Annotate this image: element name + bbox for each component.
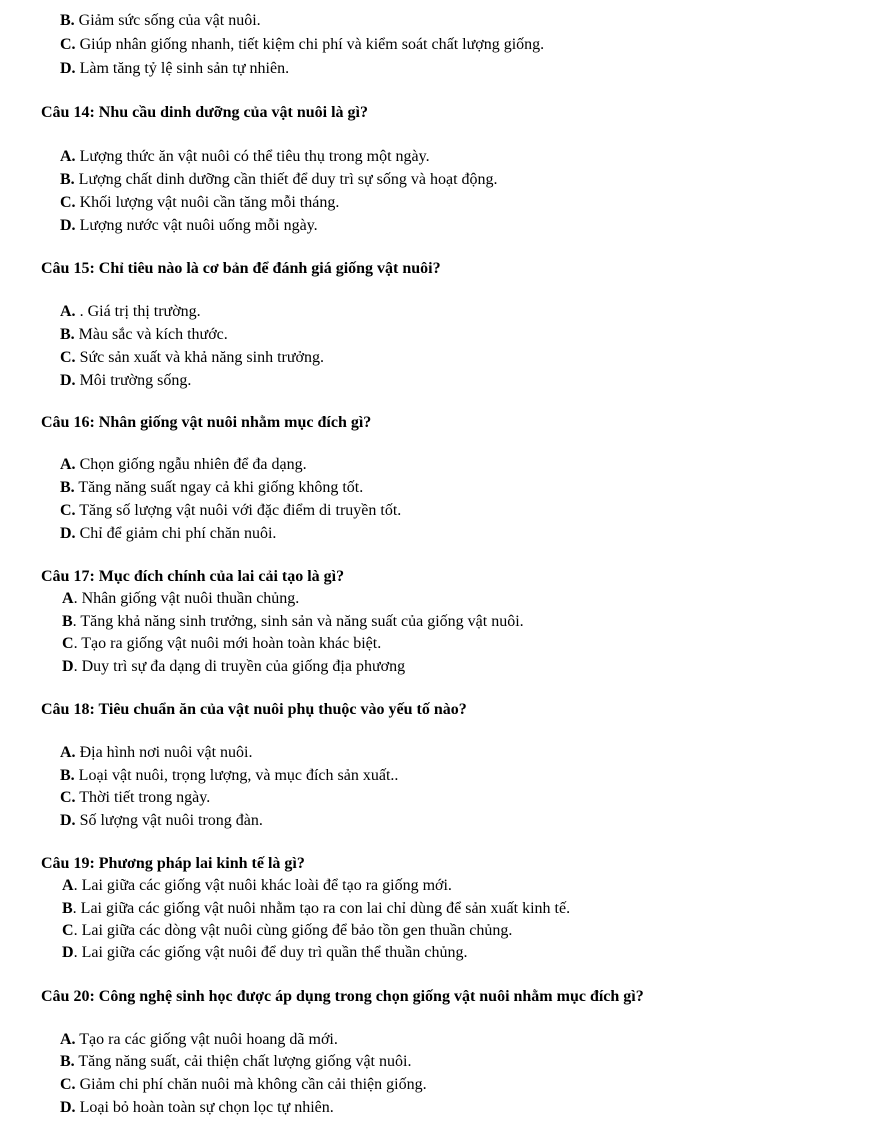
question-title: Câu 18: Tiêu chuẩn ăn của vật nuôi phụ thuộc vào yếu tố nào?	[41, 701, 467, 718]
option-text: Lượng nước vật nuôi uống mỗi ngày.	[75, 217, 318, 234]
option-a	[60, 1028, 338, 1051]
option-text: Địa hình nơi nuôi vật nuôi.	[75, 744, 253, 761]
option-letter: C	[62, 635, 74, 652]
option-text: . Lai giữa các giống vật nuôi để duy trì quần thể thuần chủng.	[73, 944, 468, 961]
option-text: Chỉ để giảm chi phí chăn nuôi.	[75, 525, 277, 542]
option-b	[60, 764, 398, 787]
option-letter: A	[62, 590, 74, 607]
option-letter: D.	[60, 525, 76, 542]
question-title: Câu 15: Chỉ tiêu nào là cơ bản để đánh giá giống vật nuôi?	[41, 260, 441, 277]
option-letter: C.	[60, 194, 76, 211]
option-b	[60, 168, 498, 191]
option-c	[60, 1073, 427, 1096]
question-title: Câu 14: Nhu cầu dinh dưỡng của vật nuôi là gì?	[41, 104, 368, 121]
option-d	[62, 655, 405, 678]
option-letter: B.	[60, 1053, 75, 1070]
option-b	[62, 897, 570, 920]
option-a	[60, 741, 252, 764]
option-text: Chọn giống ngẫu nhiên để đa dạng.	[75, 456, 307, 473]
option-letter: D.	[60, 60, 76, 77]
option-d	[62, 941, 467, 964]
option-text: Lượng chất dinh dưỡng cần thiết để duy trì sự sống và hoạt động.	[74, 171, 498, 188]
question-title: Câu 20: Công nghệ sinh học được áp dụng trong chọn giống vật nuôi nhằm mục đích gì?	[41, 988, 644, 1005]
option-text: Sức sản xuất và khả năng sinh trưởng.	[75, 349, 324, 366]
option-d	[60, 522, 276, 545]
option-letter: B.	[60, 171, 75, 188]
option-letter: B	[62, 613, 73, 630]
option-letter: C.	[60, 502, 76, 519]
option-letter: D.	[60, 372, 76, 389]
option-letter: D	[62, 944, 74, 961]
option-c	[60, 499, 401, 522]
option-letter: A.	[60, 456, 76, 473]
option-a	[62, 874, 452, 897]
option-text: Giảm sức sống của vật nuôi.	[74, 12, 261, 29]
option-letter: C.	[60, 789, 76, 806]
option-letter: A.	[60, 1031, 76, 1048]
option-text: Giúp nhân giống nhanh, tiết kiệm chi phí và kiểm soát chất lượng giống.	[75, 36, 545, 53]
option-text: Thời tiết trong ngày.	[75, 789, 211, 806]
option-text: . Nhân giống vật nuôi thuần chủng.	[73, 590, 300, 607]
question-title: Câu 16: Nhân giống vật nuôi nhằm mục đích gì?	[41, 414, 372, 431]
option-d	[60, 57, 289, 80]
option-a	[60, 145, 430, 168]
option-text: Màu sắc và kích thước.	[74, 326, 228, 343]
option-a	[60, 300, 201, 323]
option-letter: A.	[60, 303, 76, 320]
option-letter: B.	[60, 479, 75, 496]
option-c	[60, 33, 544, 56]
option-text: Tăng năng suất, cải thiện chất lượng giống vật nuôi.	[74, 1053, 412, 1070]
option-d	[60, 809, 263, 832]
option-c	[62, 632, 381, 655]
option-b	[60, 1050, 411, 1073]
option-text: . Lai giữa các giống vật nuôi nhằm tạo ra con lai chỉ dùng để sản xuất kinh tế.	[72, 900, 571, 917]
option-letter: D.	[60, 812, 76, 829]
option-letter: B.	[60, 767, 75, 784]
question-title: Câu 17: Mục đích chính của lai cải tạo là gì?	[41, 568, 345, 585]
question-title: Câu 19: Phương pháp lai kinh tế là gì?	[41, 855, 305, 872]
option-letter: D.	[60, 217, 76, 234]
option-text: Khối lượng vật nuôi cần tăng mỗi tháng.	[75, 194, 340, 211]
option-d	[60, 369, 191, 392]
option-d	[60, 214, 318, 237]
option-letter: A.	[60, 148, 76, 165]
option-text: . Tăng khả năng sinh trưởng, sinh sản và năng suất của giống vật nuôi.	[72, 613, 524, 630]
option-text: Tăng số lượng vật nuôi với đặc điểm di truyền tốt.	[75, 502, 402, 519]
option-text: Loại bỏ hoàn toàn sự chọn lọc tự nhiên.	[75, 1099, 334, 1116]
option-text: . Tạo ra giống vật nuôi mới hoàn toàn khác biệt.	[73, 635, 382, 652]
option-c	[60, 346, 324, 369]
option-a	[60, 453, 307, 476]
option-letter: D.	[60, 1099, 76, 1116]
option-letter: B	[62, 900, 73, 917]
option-c	[60, 191, 339, 214]
option-letter: B.	[60, 12, 75, 29]
option-text: Làm tăng tỷ lệ sinh sản tự nhiên.	[75, 60, 290, 77]
option-b	[60, 9, 261, 32]
option-text: Số lượng vật nuôi trong đàn.	[75, 812, 263, 829]
option-text: Loại vật nuôi, trọng lượng, và mục đích sản xuất..	[74, 767, 399, 784]
option-b	[60, 476, 363, 499]
option-letter: C.	[60, 349, 76, 366]
option-c	[60, 786, 210, 809]
option-letter: A	[62, 877, 74, 894]
option-letter: D	[62, 658, 74, 675]
option-b	[62, 610, 524, 633]
option-letter: C.	[60, 36, 76, 53]
option-d	[60, 1096, 334, 1119]
option-letter: B.	[60, 326, 75, 343]
option-letter: A.	[60, 744, 76, 761]
option-text: . Duy trì sự đa dạng di truyền của giống địa phương	[73, 658, 406, 675]
option-text: Giảm chi phí chăn nuôi mà không cần cải thiện giống.	[75, 1076, 427, 1093]
option-text: . Lai giữa các giống vật nuôi khác loài để tạo ra giống mới.	[73, 877, 452, 894]
option-text: Tạo ra các giống vật nuôi hoang dã mới.	[75, 1031, 338, 1048]
option-text: Tăng năng suất ngay cả khi giống không tốt.	[74, 479, 364, 496]
option-c	[62, 919, 512, 942]
option-text: Lượng thức ăn vật nuôi có thể tiêu thụ trong một ngày.	[75, 148, 430, 165]
option-letter: C	[62, 922, 74, 939]
option-letter: C.	[60, 1076, 76, 1093]
option-b	[60, 323, 228, 346]
option-text: . Lai giữa các dòng vật nuôi cùng giống để bảo tồn gen thuần chủng.	[73, 922, 513, 939]
option-text: . Giá trị thị trường.	[75, 303, 201, 320]
option-a	[62, 587, 299, 610]
option-text: Môi trường sống.	[75, 372, 192, 389]
